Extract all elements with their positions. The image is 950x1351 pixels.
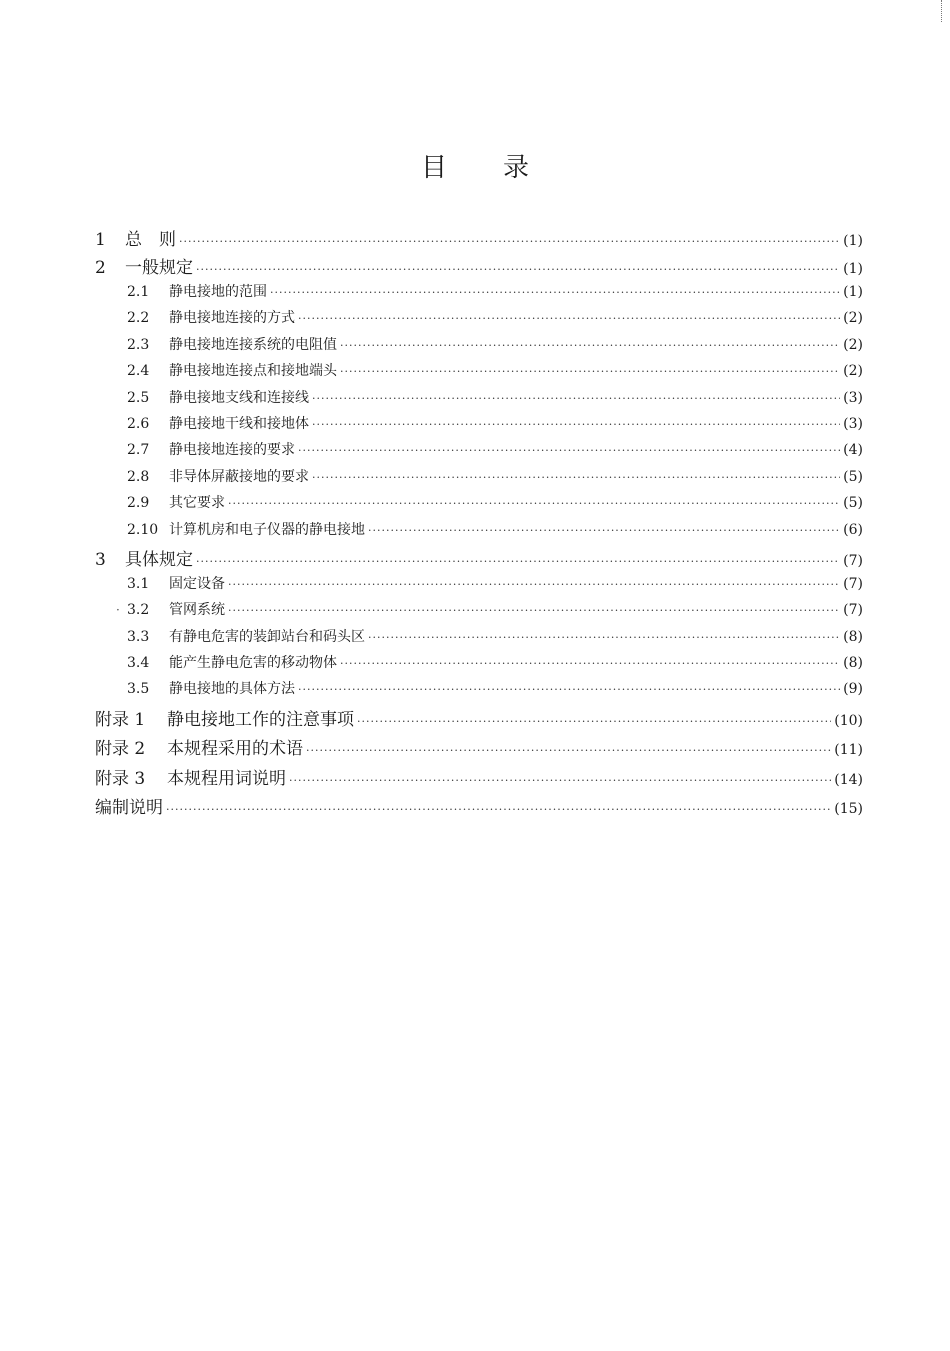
page-title (0, 147, 950, 184)
toc-entry-title: 其它要求 (169, 495, 225, 512)
toc-entry-number: 3.5 (127, 681, 150, 698)
title-char-2: 录 (503, 153, 530, 183)
toc-entry-title: 总 则 (125, 230, 176, 250)
toc-entry[interactable] (95, 734, 863, 764)
stray-dot: · (116, 603, 120, 617)
toc-entry-title: 有静电危害的装卸站台和码头区 (169, 628, 365, 645)
toc-entry-page: (2) (843, 336, 863, 353)
toc-leader-dots (298, 312, 840, 325)
toc-leader-dots (312, 392, 840, 405)
toc-entry[interactable] (95, 764, 863, 794)
toc-entry-page: (1) (843, 233, 863, 249)
toc-leader-dots (340, 365, 840, 378)
toc-leader-dots (270, 286, 840, 299)
toc-entry-page: (7) (843, 575, 863, 592)
table-of-contents (95, 225, 863, 821)
toc-entry-number: 2.4 (127, 363, 150, 380)
toc-entry[interactable] (95, 652, 863, 678)
toc-entry-number: 3.1 (127, 575, 150, 592)
toc-entry[interactable] (95, 545, 863, 573)
toc-entry-page: (3) (843, 389, 863, 406)
toc-leader-dots (289, 774, 831, 787)
toc-leader-dots (228, 604, 840, 617)
toc-entry-page: (8) (843, 628, 863, 645)
toc-entry-title: 本规程用词说明 (167, 768, 286, 789)
toc-entry-page: (4) (843, 442, 863, 459)
toc-entry[interactable] (95, 387, 863, 413)
toc-entry-page: (15) (834, 801, 863, 818)
toc-entry-page: (14) (834, 771, 863, 788)
toc-entry[interactable] (95, 519, 863, 545)
toc-entry-page: (9) (843, 681, 863, 698)
toc-entry[interactable] (95, 307, 863, 333)
toc-entry-number: 2.9 (127, 495, 150, 512)
toc-leader-dots (196, 263, 840, 276)
toc-entry-title: 非导体屏蔽接地的要求 (169, 468, 309, 485)
toc-entry-number: 2.7 (127, 442, 150, 459)
toc-entry-title: 一般规定 (125, 258, 193, 278)
toc-entry[interactable] (95, 334, 863, 360)
toc-entry-title: 静电接地工作的注意事项 (167, 709, 354, 730)
toc-entry-title: 具体规定 (125, 549, 193, 570)
toc-entry[interactable] (95, 281, 863, 307)
toc-entry-page: (1) (843, 284, 863, 300)
toc-entry-number: 附录 2 (95, 739, 146, 760)
toc-entry-title: 管网系统 (169, 602, 225, 619)
toc-entry[interactable] (95, 225, 863, 253)
toc-entry[interactable] (95, 253, 863, 281)
title-char-1: 目 (420, 153, 447, 183)
toc-entry-page: (5) (843, 468, 863, 485)
toc-entry-title: 本规程采用的术语 (167, 739, 303, 760)
toc-entry-number: 附录 1 (95, 709, 146, 730)
toc-entry-title: 静电接地连接系统的电阻值 (169, 336, 337, 353)
toc-entry[interactable] (95, 678, 863, 704)
toc-entry-page: (6) (843, 521, 863, 538)
toc-leader-dots (228, 578, 840, 591)
toc-entry-number: 附录 3 (95, 768, 146, 789)
toc-leader-dots (340, 339, 840, 352)
toc-entry-title: 静电接地连接的要求 (169, 442, 295, 459)
toc-entry-title: 计算机房和电子仪器的静电接地 (169, 521, 365, 538)
toc-entry-number: 2.10 (127, 521, 159, 538)
toc-entry-page: (1) (843, 261, 863, 277)
toc-entry-page: (11) (834, 742, 863, 759)
toc-entry-title: 静电接地的具体方法 (169, 681, 295, 698)
toc-leader-dots (306, 744, 831, 757)
toc-entry[interactable] (95, 626, 863, 652)
toc-entry-number: 2.2 (127, 310, 150, 327)
toc-entry-number: 3 (95, 549, 106, 570)
toc-leader-dots (312, 418, 840, 431)
toc-entry-number: 3.4 (127, 655, 150, 672)
toc-entry-page: (7) (843, 552, 863, 569)
toc-entry-page: (3) (843, 415, 863, 432)
toc-entry-title: 静电接地连接点和接地端头 (169, 363, 337, 380)
toc-entry-number: 3.3 (127, 628, 150, 645)
toc-entry[interactable] (95, 466, 863, 492)
toc-leader-dots (312, 471, 840, 484)
toc-leader-dots (228, 497, 840, 510)
toc-entry[interactable] (95, 492, 863, 518)
toc-entry-number: 2.8 (127, 468, 150, 485)
toc-entry-title: 静电接地支线和连接线 (169, 389, 309, 406)
toc-entry-page: (8) (843, 655, 863, 672)
toc-entry-title: 静电接地干线和接地体 (169, 415, 309, 432)
toc-leader-dots (340, 657, 840, 670)
toc-leader-dots (368, 524, 840, 537)
toc-leader-dots (196, 555, 840, 568)
toc-entry-title: 编制说明 (95, 798, 163, 819)
toc-entry[interactable] (95, 793, 863, 821)
toc-leader-dots (298, 683, 840, 696)
toc-entry[interactable] (95, 439, 863, 465)
toc-entry-number: 2.6 (127, 415, 150, 432)
toc-entry[interactable] (95, 360, 863, 386)
toc-entry-title: 能产生静电危害的移动物体 (169, 655, 337, 672)
toc-leader-dots (368, 631, 840, 644)
toc-entry-page: (5) (843, 495, 863, 512)
toc-entry-page: (7) (843, 602, 863, 619)
toc-entry-number: 3.2 (127, 602, 150, 619)
toc-leader-dots (357, 715, 831, 728)
toc-leader-dots (179, 235, 840, 248)
toc-entry-number: 2 (95, 258, 106, 278)
toc-entry-page: (10) (834, 712, 863, 729)
toc-entry[interactable] (95, 573, 863, 599)
toc-entry-title: 固定设备 (169, 575, 225, 592)
toc-leader-dots (298, 444, 840, 457)
toc-entry[interactable] (95, 599, 863, 625)
toc-leader-dots (166, 803, 831, 816)
margin-mark (941, 0, 943, 22)
toc-entry-number: 2.3 (127, 336, 150, 353)
toc-entry-number: 2.1 (127, 284, 150, 300)
toc-entry-page: (2) (843, 363, 863, 380)
toc-entry-page: (2) (843, 310, 863, 327)
toc-entry-title: 静电接地的范围 (169, 284, 267, 300)
toc-entry[interactable] (95, 705, 863, 735)
toc-entry-number: 2.5 (127, 389, 150, 406)
toc-entry-number: 1 (95, 230, 106, 250)
toc-entry-title: 静电接地连接的方式 (169, 310, 295, 327)
toc-entry[interactable] (95, 413, 863, 439)
